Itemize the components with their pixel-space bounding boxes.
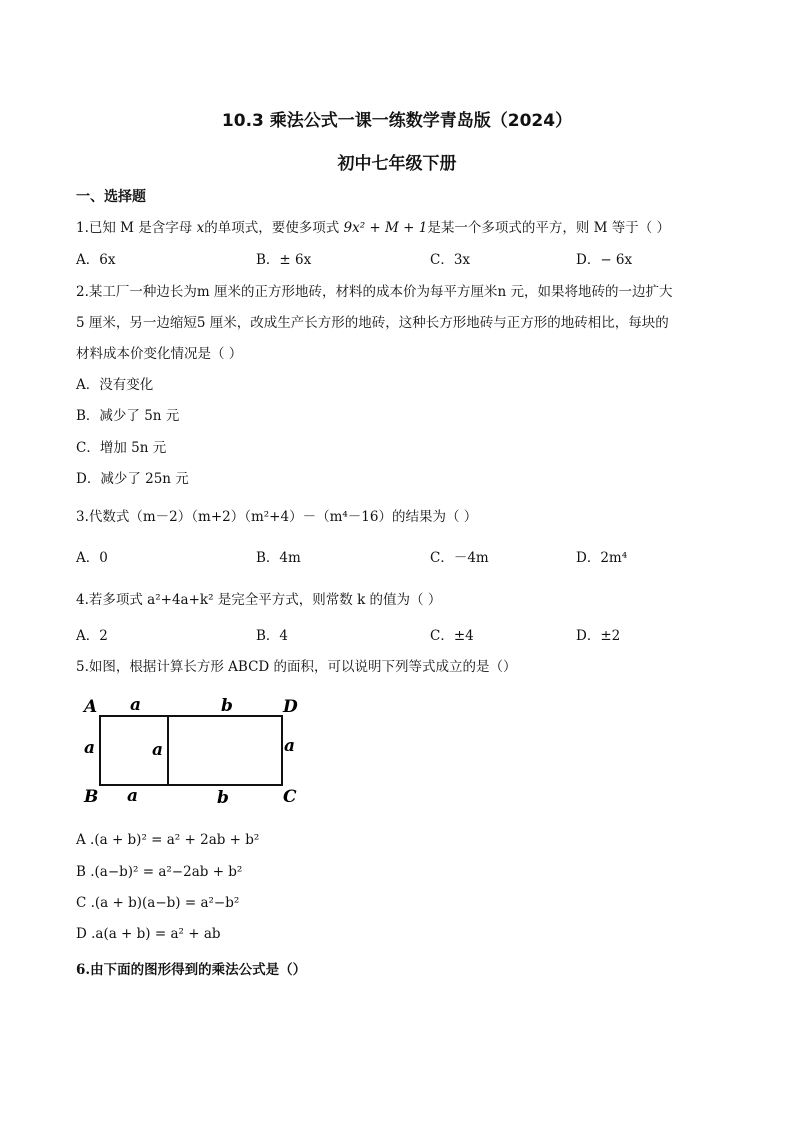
question-1-stem: 1.已知 M 是含字母 x的单项式，要使多项式 9x² + M + 1是某一个多项式的平方，则 M 等于（ ）: [76, 220, 671, 236]
rectangle-diagram: [76, 692, 316, 812]
question-2-option-c: C．增加 5n 元: [76, 440, 167, 456]
vertex-label-a: A: [84, 697, 98, 717]
top-b-label: b: [221, 696, 233, 716]
rectangle-abcd-figure: [76, 692, 316, 812]
question-3-option-b: B．4m: [256, 550, 301, 566]
vertex-label-d: D: [283, 697, 298, 717]
question-5-option-b: B .(a−b)² = a²−2ab + b²: [76, 864, 243, 880]
question-3-option-a: A．0: [76, 550, 108, 566]
question-1-option-b: B．± 6x: [256, 252, 312, 268]
left-a-label: a: [84, 738, 96, 758]
question-4-stem: 4.若多项式 a²+4a+k² 是完全平方式，则常数 k 的值为（ ）: [76, 592, 442, 608]
question-4-option-c: C．±4: [430, 628, 474, 644]
question-4-option-b: B．4: [256, 628, 289, 644]
bottom-a-label: a: [127, 786, 139, 806]
question-2-option-a: A．没有变化: [76, 377, 154, 393]
vertex-label-b: B: [84, 787, 99, 807]
question-2-stem-line-2: 5 厘米，另一边缩短5 厘米，改成生产长方形的地砖，这种长方形地砖与正方形的地砖相比，每块的: [76, 315, 669, 331]
vertex-label-c: C: [283, 787, 297, 807]
question-2-stem-line-3: 材料成本价变化情况是（ ）: [76, 346, 243, 362]
question-5-stem: 5.如图，根据计算长方形 ABCD 的面积，可以说明下列等式成立的是（）: [76, 659, 517, 675]
question-6-stem: 6.由下面的图形得到的乘法公式是（）: [76, 962, 307, 978]
page-title: 10.3 乘法公式一课一练数学青岛版（2024）: [221, 111, 573, 131]
question-1-option-d: D．− 6x: [576, 252, 633, 268]
question-3-stem: 3.代数式（m－2）（m+2）（m²+4）－（m⁴－16）的结果为（ ）: [76, 509, 478, 525]
question-2-stem-line-1: 2.某工厂一种边长为m 厘米的正方形地砖，材料的成本价为每平方厘米n 元，如果将地砖的一边扩大: [76, 284, 673, 300]
question-1-option-a: A．6x: [76, 252, 116, 268]
section-heading: 一、选择题: [76, 189, 146, 205]
question-5-option-d: D .a(a + b) = a² + ab: [76, 926, 221, 942]
rectangle-outline: [100, 716, 282, 785]
middle-a-label: a: [152, 740, 164, 760]
question-1-option-c: C．3x: [430, 252, 471, 268]
question-4-option-d: D．±2: [576, 628, 621, 644]
question-2-option-d: D．减少了 25n 元: [76, 471, 189, 487]
question-3-option-c: C．－4m: [430, 550, 489, 566]
question-2-option-b: B．减少了 5n 元: [76, 408, 180, 424]
question-4-option-a: A．2: [76, 628, 108, 644]
top-a-label: a: [130, 695, 142, 715]
question-5-option-a: A .(a + b)² = a² + 2ab + b²: [76, 832, 260, 848]
question-5-option-c: C .(a + b)(a−b) = a²−b²: [76, 895, 240, 911]
right-a-label: a: [284, 736, 296, 756]
bottom-b-label: b: [217, 788, 229, 808]
question-3-option-d: D．2m⁴: [576, 550, 628, 566]
page-subtitle: 初中七年级下册: [337, 154, 457, 174]
